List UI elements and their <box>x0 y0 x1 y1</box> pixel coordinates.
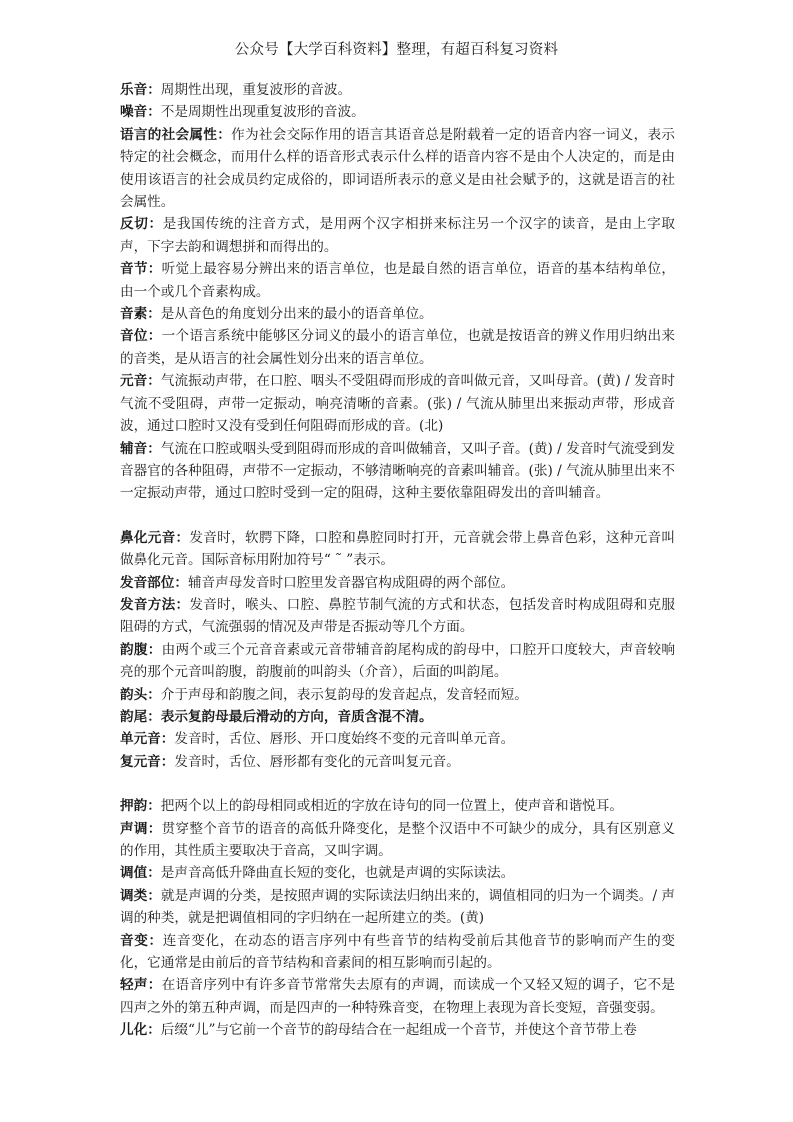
glossary-entry <box>120 885 675 930</box>
glossary-entry <box>120 684 675 706</box>
entry-term: 声调 <box>120 820 148 837</box>
entry-term: 发音部位 <box>120 574 175 591</box>
entry-separator: ： <box>147 104 161 121</box>
entry-definition: 把两个以上的韵母相同或相近的字放在诗句的同一位置上，使声音和谐悦耳。 <box>160 798 623 815</box>
entry-separator: ： <box>147 1022 161 1039</box>
glossary-entry <box>120 213 675 258</box>
entry-separator: ： <box>147 798 161 815</box>
entry-term: 音素 <box>120 306 148 323</box>
entry-term: 音变 <box>120 932 149 949</box>
entry-term: 押韵 <box>120 798 148 815</box>
glossary-entry <box>120 930 675 975</box>
glossary-entry <box>120 818 675 863</box>
entry-separator: ： <box>147 865 161 882</box>
glossary-entry <box>120 751 675 773</box>
glossary-content <box>120 79 675 1042</box>
entry-term: 调类 <box>120 887 148 904</box>
glossary-entry <box>120 438 675 505</box>
entry-definition: 后缀“儿”与它前一个音节的韵母结合在一起组成一个音节，并使这个音节带上卷 <box>160 1022 637 1039</box>
entry-definition: 就是声调的分类，是按照声调的实际读法归纳出来的，调值相同的归为一个调类。/ 声调的种类，就是把调值相同的字归纳在一起所建立的类。(黄) <box>120 887 676 927</box>
entry-term: 音位 <box>120 328 148 345</box>
glossary-entry <box>120 795 675 817</box>
entry-definition: 介于声母和韵腹之间，表示复韵母的发音起点，发音轻而短。 <box>160 686 528 703</box>
glossary-entry <box>120 572 675 594</box>
entry-definition: 表示复韵母最后滑动的方向，音质含混不清。 <box>160 708 433 725</box>
glossary-entry <box>120 101 675 123</box>
entry-separator: ： <box>147 373 161 390</box>
entry-definition: 周期性出现，重复波形的音波。 <box>160 82 352 98</box>
glossary-entry <box>120 1019 675 1041</box>
entry-term: 语言的社会属性 <box>120 126 218 143</box>
entry-definition: 不是周期性出现重复波形的音波。 <box>160 104 365 121</box>
entry-definition: 气流在口腔或咽头受到阻碍而形成的音叫做辅音，又叫子音。(黄) / 发音时气流受到发音器官的各种阻碍，声带不一定振动，不够清晰响亮的音素叫辅音。(张) / 气流从肺里出来不一定振动声带，通过口腔时受到一定的阻碍，这种主要依靠阻碍发出的音叫辅音。 <box>120 440 676 502</box>
entry-definition: 发音时，舌位、唇形都有变化的元音叫复元音。 <box>174 753 460 770</box>
entry-separator: ： <box>147 261 162 278</box>
entry-term: 音节 <box>120 261 148 278</box>
entry-separator: ： <box>147 440 161 457</box>
entry-separator: ： <box>147 686 161 703</box>
entry-definition: 在语音序列中有许多音节常常失去原有的声调，而读成一个又轻又短的调子，它不是四声之外的第五种声调，而是四声的一种特殊音变，在物理上表现为音长变短，音强变弱。 <box>120 977 676 1016</box>
entry-term: 调值 <box>120 865 148 882</box>
entry-definition: 发音时，舌位、唇形、开口度始终不变的元音叫单元音。 <box>174 731 515 748</box>
entry-term: 轻声 <box>120 977 148 994</box>
entry-separator: ： <box>217 126 232 143</box>
glossary-entry <box>120 639 675 684</box>
entry-term: 复元音 <box>120 753 161 770</box>
entry-definition: 气流振动声带，在口腔、咽头不受阻碍而形成的音叫做元音，又叫母音。(黄) / 发音时气流不受阻碍，声带一定振动，响亮清晰的音素。(张) / 气流从肺里出来振动声带，形成音波，通过口腔时又没有受到任何阻碍而形成的音。(北) <box>120 373 676 435</box>
entry-separator: ： <box>175 596 190 613</box>
entry-separator: ： <box>175 529 190 546</box>
entry-definition: 是我国传统的注音方式，是用两个汉字相拼来标注另一个汉字的读音，是由上字取声，下字去韵和调想拼和而得出的。 <box>120 216 676 255</box>
entry-definition: 是声音高低升降曲直长短的变化，也就是声调的实际读法。 <box>160 865 515 882</box>
entry-separator: ： <box>147 328 162 345</box>
glossary-entry <box>120 862 675 884</box>
entry-definition: 连音变化，在动态的语言序列中有些音节的结构受前后其他音节的影响而产生的变化，它通常是由前后的音节结构和音素间的相互影响而引起的。 <box>120 932 676 972</box>
entry-definition: 是从音色的角度划分出来的最小的语音单位。 <box>160 306 433 323</box>
entry-separator: ： <box>148 216 163 233</box>
entry-separator: ： <box>174 574 188 591</box>
entry-separator: ： <box>147 977 162 994</box>
glossary-entry <box>120 706 675 728</box>
glossary-entry <box>120 124 675 214</box>
entry-definition: 发音时，喉头、口腔、鼻腔节制气流的方式和状态，包括发音时构成阻碍和克服阻碍的方式，气流强弱的情况及声带是否振动等几个方面。 <box>120 596 676 636</box>
entry-term: 韵头 <box>120 686 148 703</box>
entry-separator: ： <box>160 731 175 748</box>
glossary-entry <box>120 594 675 639</box>
glossary-entry <box>120 79 675 101</box>
entry-separator: ： <box>147 82 161 98</box>
entry-term: 韵尾 <box>120 708 148 725</box>
entry-term: 韵腹 <box>120 641 148 658</box>
entry-term: 单元音 <box>120 731 161 748</box>
entry-term: 元音 <box>120 373 148 390</box>
entry-definition: 作为社会交际作用的语言其语音总是附载着一定的语音内容一词义，表示特定的社会概念，而用什么样的语音形式表示什么样的语音内容不是由个人决定的，而是由使用该语言的社会成员约定成俗的，即词语所表示的意义是由社会赋予的，这就是语言的社会属性。 <box>120 126 676 211</box>
entry-separator: ： <box>147 708 161 725</box>
entry-definition: 辅音声母发音时口腔里发音器官构成阻碍的两个部位。 <box>187 574 515 591</box>
entry-separator: ： <box>147 820 162 837</box>
entry-term: 鼻化元音 <box>120 529 176 546</box>
glossary-entry <box>120 974 675 1019</box>
glossary-entry <box>120 325 675 370</box>
entry-term: 反切 <box>120 216 149 233</box>
section-gap <box>120 773 675 795</box>
entry-term: 儿化 <box>120 1022 148 1039</box>
entry-term: 噪音 <box>120 104 148 121</box>
entry-term: 乐音 <box>120 82 148 98</box>
entry-separator: ： <box>147 887 161 904</box>
entry-definition: 贯穿整个音节的语音的高低升降变化，是整个汉语中不可缺少的成分，具有区别意义的作用，其性质主要取决于音高，又叫字调。 <box>120 820 676 859</box>
glossary-entry <box>120 370 675 437</box>
entry-definition: 由两个或三个元音音素或元音带辅音韵尾构成的韵母中，口腔开口度较大，声音较响亮的那个元音叫韵腹，韵腹前的叫韵头（介音），后面的叫韵尾。 <box>120 641 676 681</box>
entry-separator: ： <box>147 306 161 323</box>
entry-term: 辅音 <box>120 440 148 457</box>
entry-definition: 听觉上最容易分辨出来的语言单位，也是最自然的语言单位，语音的基本结构单位，由一个或几个音素构成。 <box>120 261 676 300</box>
entry-separator: ： <box>160 753 175 770</box>
page-header: 公众号【大学百科资料】整理，有超百科复习资料 <box>234 42 559 58</box>
entry-definition: 发音时，软腭下降，口腔和鼻腔同时打开，元音就会带上鼻音色彩，这种元音叫做鼻化元音。国际音标用附加符号“ ˜ ”表示。 <box>120 529 676 569</box>
glossary-entry <box>120 303 675 325</box>
entry-separator: ： <box>147 641 162 658</box>
entry-definition: 一个语言系统中能够区分词义的最小的语言单位，也就是按语音的辨义作用归纳出来的音类，是从语言的社会属性划分出来的语言单位。 <box>120 328 676 367</box>
section-gap <box>120 505 675 527</box>
entry-separator: ： <box>148 932 163 949</box>
glossary-entry <box>120 728 675 750</box>
glossary-entry <box>120 258 675 303</box>
entry-term: 发音方法 <box>120 596 176 613</box>
glossary-entry <box>120 527 675 572</box>
